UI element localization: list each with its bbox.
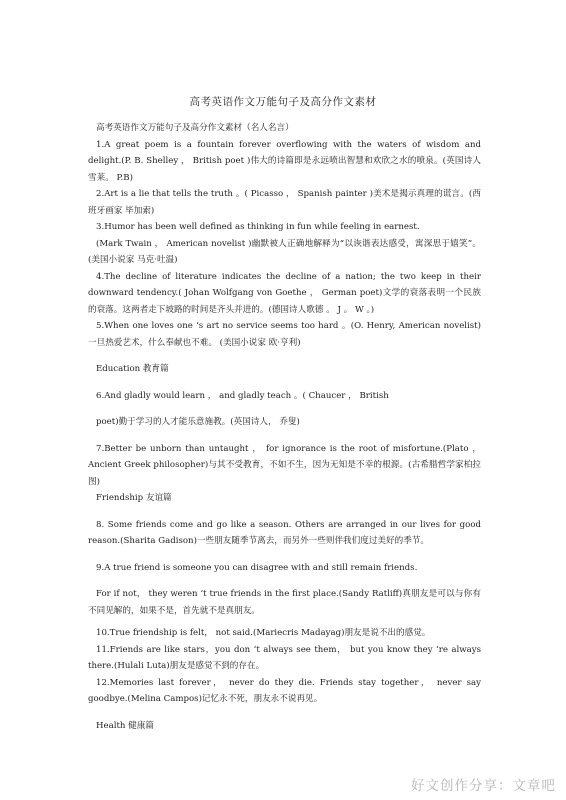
quote-paragraph: 8. Some friends come and go like a season. Others are arranged in our lives for good reason.(Sharita Gadison)一些朋友随季节离去，而另外一些则伴我们度过美好的季节。 xyxy=(88,519,481,546)
quote-paragraph: 3.Humor has been well defined as thinking in fun while feeling in earnest. xyxy=(96,222,420,232)
quote-paragraph: 12.Memories last forever， never do they die. Friends stay together， never say goodbye.(Melina Campos)记忆永不死，朋友永不说再见。 xyxy=(88,677,481,704)
quote-paragraph: 6.And gladly would learn ， and gladly teach 。( Chaucer ， British xyxy=(96,390,389,401)
quote-paragraph: 9.A true friend is someone you can disagree with and still remain friends. xyxy=(96,562,418,573)
section-heading-health: Health 健康篇 xyxy=(96,720,154,731)
quote-paragraph: 10.True friendship is felt， not said.(Mariecris Madayag)朋友是说不出的感觉。 xyxy=(96,628,431,638)
quote-paragraph: poet)勤于学习的人才能乐意施教。(英国诗人， 乔叟) xyxy=(96,417,300,427)
quote-paragraph: (Mark Twain ， American novelist )幽默被人正确地解释为“以诙谐表达感受，寓深思于嬉笑”。(美国小说家 马克·吐温) xyxy=(88,238,481,265)
document-title: 高考英语作文万能句子及高分作文素材 xyxy=(189,96,377,108)
quote-paragraph: 5.When one loves one ‘s art no service seems too hard 。(O. Henry, American novelist)一旦热爱艺术，什么奉献也不难。 (美国小说家 欧·亨利) xyxy=(88,321,481,348)
section-heading-education: Education 教育篇 xyxy=(96,364,169,374)
watermark-text: 好文创作分享：文章吧 xyxy=(411,778,556,794)
quote-paragraph: 1.A great poem is a fountain forever overflowing with the waters of wisdom and delight.(P. B. Shelley ， British poet )伟大的诗篇即是永远喷出智慧和欢欣之水的喷泉。(英国诗人雪莱。 P.B) xyxy=(88,139,481,183)
quote-paragraph: For if not， they weren ‘t true friends in the first place.(Sandy Ratliff)真朋友是可以与你有不同见解的，如果不是，首先就不是真朋友。 xyxy=(88,589,481,616)
quote-paragraph: 11.Friends are like stars，you don ‘t always see them， but you know they ‘re always there.(Hulali Luta)朋友是感觉不到的存在。 xyxy=(88,644,481,671)
section-heading-quotes: 高考英语作文万能句子及高分作文素材（名人名言） xyxy=(96,123,294,133)
quote-paragraph: 2.Art is a lie that tells the truth 。( Picasso ， Spanish painter )美术是揭示真理的谎言。(西班牙画家 毕加索) xyxy=(88,189,481,216)
section-heading-friendship: Friendship 友谊篇 xyxy=(96,493,172,503)
quote-paragraph: 4.The decline of literature indicates the decline of a nation; the two keep in their downward tendency.( Johan Wolfgang von Goethe ， German poet)文学的衰落表明一个民族的衰落。这两者走下坡路的时间是齐头并进的。(德国诗人歌德 。 J 。 W 。) xyxy=(88,271,481,315)
quote-paragraph: 7.Better be unborn than untaught ， for ignorance is the root of misfortune.(Plato ， Ancient Greek philosopher)与其不受教育，不如不生，因为无知是不幸的根源。(古希腊哲学家柏拉图) xyxy=(88,443,481,487)
document-body xyxy=(88,120,481,734)
